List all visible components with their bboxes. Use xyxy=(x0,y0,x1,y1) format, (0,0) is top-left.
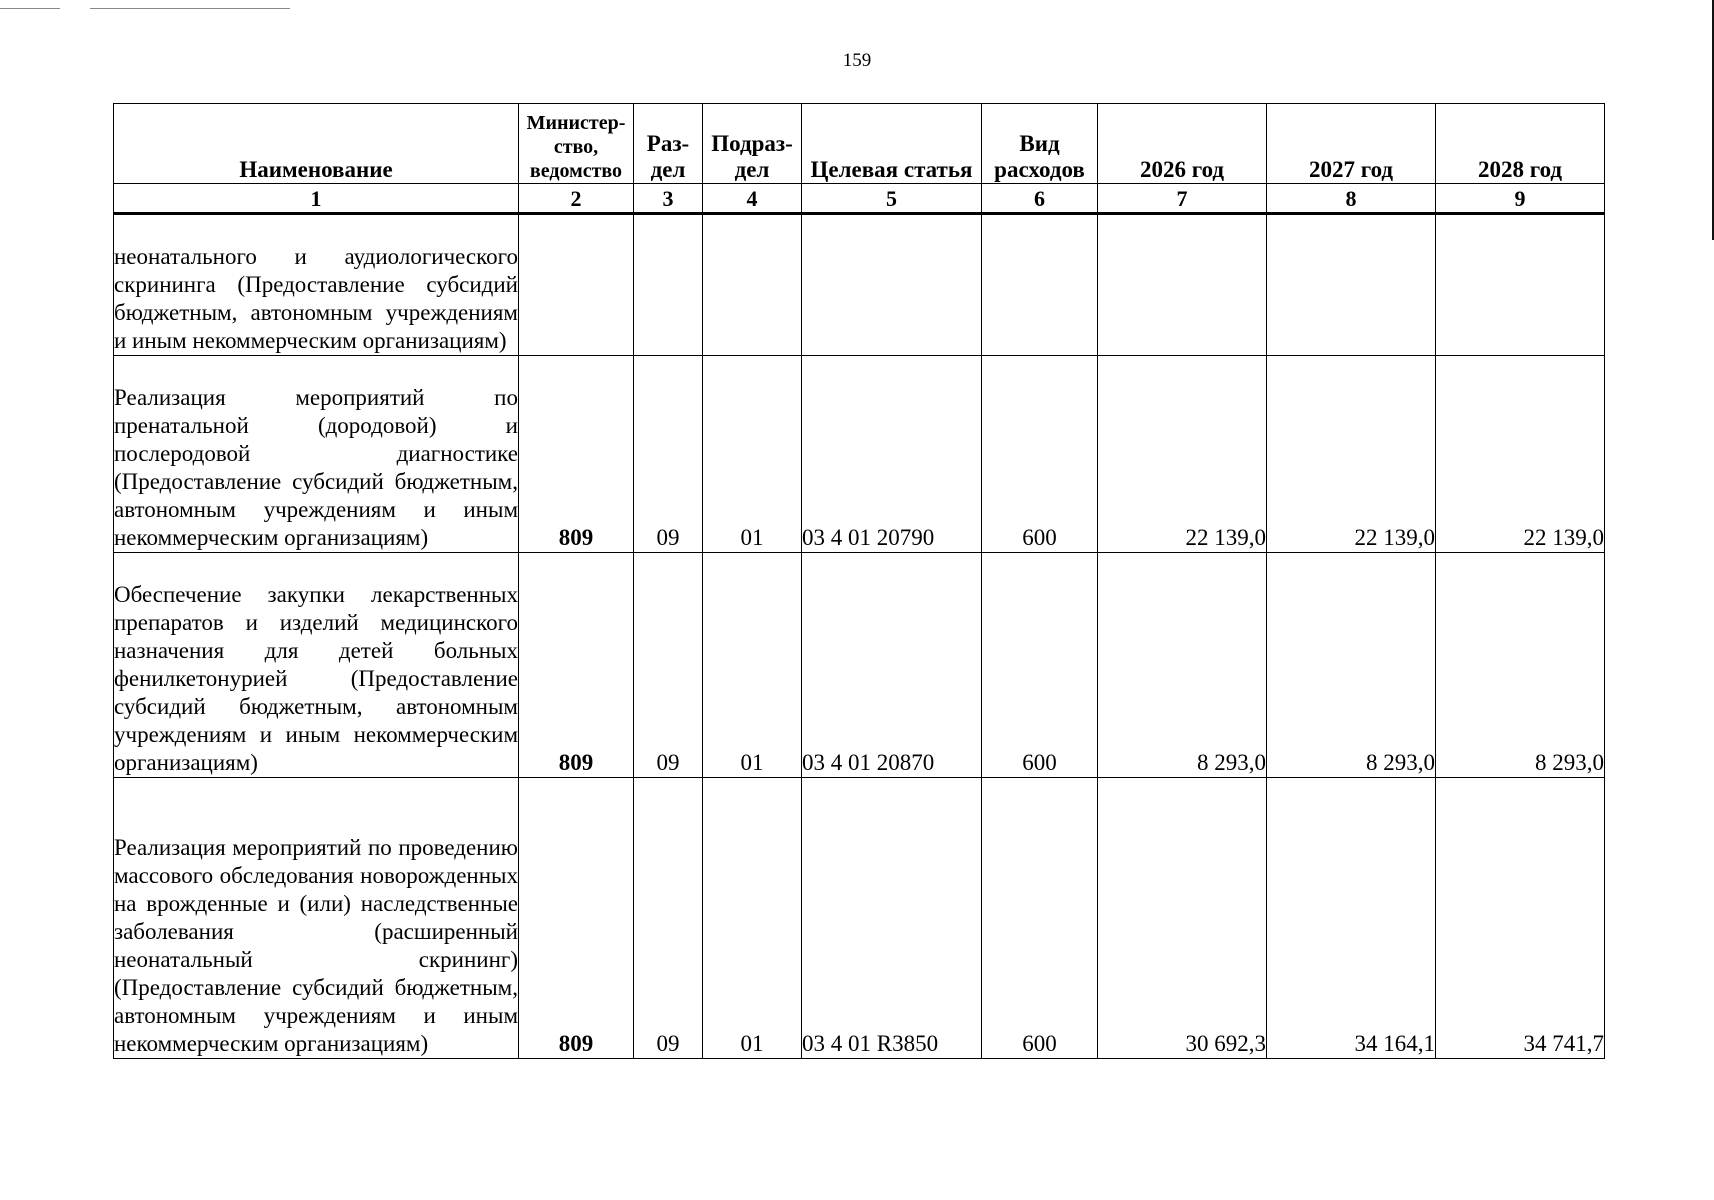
column-number: 3 xyxy=(634,184,703,214)
row-expense-type: 600 xyxy=(982,778,1098,1059)
row-target: 03 4 01 20790 xyxy=(802,356,982,553)
row-name: неонатального и аудиологического скрининга (Предоставление субсидий бюджетным, автономным учреждениям и иным некоммерческим организациям) xyxy=(114,214,519,356)
header-row xyxy=(114,104,1605,184)
row-2027: 8 293,0 xyxy=(1267,553,1436,778)
column-number-row xyxy=(114,184,1605,214)
header-section: Раз-дел xyxy=(634,104,703,184)
header-expense-type: Вид расходов xyxy=(982,104,1098,184)
header-2026: 2026 год xyxy=(1098,104,1267,184)
row-2027: 22 139,0 xyxy=(1267,356,1436,553)
row-ministry xyxy=(519,214,634,356)
row-subsection: 01 xyxy=(703,778,802,1059)
table-row xyxy=(114,553,1605,778)
header-2027: 2027 год xyxy=(1267,104,1436,184)
row-section: 09 xyxy=(634,778,703,1059)
row-name: Реализация мероприятий по пренатальной (дородовой) и послеродовой диагностике (Предоставление субсидий бюджетным, автономным учреждениям и иным некоммерческим организациям) xyxy=(114,356,519,553)
budget-table xyxy=(113,103,1605,1059)
row-2026: 30 692,3 xyxy=(1098,778,1267,1059)
row-target xyxy=(802,214,982,356)
row-section: 09 xyxy=(634,553,703,778)
row-section: 09 xyxy=(634,356,703,553)
row-2027: 34 164,1 xyxy=(1267,778,1436,1059)
row-ministry: 809 xyxy=(519,553,634,778)
row-section xyxy=(634,214,703,356)
row-2026: 8 293,0 xyxy=(1098,553,1267,778)
row-2026: 22 139,0 xyxy=(1098,356,1267,553)
row-name: Реализация мероприятий по проведению массового обследования новорожденных на врожденные и (или) наследственные заболевания (расширенный неонатальный скрининг) (Предоставление субсидий бюджетным, автономным учреждениям и иным некоммерческим организациям) xyxy=(114,778,519,1059)
row-ministry: 809 xyxy=(519,778,634,1059)
row-expense-type: 600 xyxy=(982,553,1098,778)
row-ministry: 809 xyxy=(519,356,634,553)
row-subsection: 01 xyxy=(703,356,802,553)
row-2026 xyxy=(1098,214,1267,356)
column-number: 7 xyxy=(1098,184,1267,214)
table-row xyxy=(114,214,1605,356)
header-name: Наименование xyxy=(114,104,519,184)
row-expense-type xyxy=(982,214,1098,356)
scan-mark xyxy=(90,8,290,9)
column-number: 1 xyxy=(114,184,519,214)
table-row xyxy=(114,778,1605,1059)
column-number: 2 xyxy=(519,184,634,214)
row-2028: 22 139,0 xyxy=(1436,356,1605,553)
row-expense-type: 600 xyxy=(982,356,1098,553)
row-target: 03 4 01 R3850 xyxy=(802,778,982,1059)
header-subsection: Подраз-дел xyxy=(703,104,802,184)
header-2028: 2028 год xyxy=(1436,104,1605,184)
row-name: Обеспечение закупки лекарственных препаратов и изделий медицинского назначения для детей больных фенилкетонурией (Предоставление субсидий бюджетным, автономным учреждениям и иным некоммерческим организациям) xyxy=(114,553,519,778)
column-number: 9 xyxy=(1436,184,1605,214)
header-target: Целевая статья xyxy=(802,104,982,184)
row-target: 03 4 01 20870 xyxy=(802,553,982,778)
column-number: 4 xyxy=(703,184,802,214)
column-number: 6 xyxy=(982,184,1098,214)
row-2028: 8 293,0 xyxy=(1436,553,1605,778)
row-subsection xyxy=(703,214,802,356)
table-row xyxy=(114,356,1605,553)
column-number: 8 xyxy=(1267,184,1436,214)
row-2028: 34 741,7 xyxy=(1436,778,1605,1059)
page-number: 159 xyxy=(842,50,872,71)
row-2027 xyxy=(1267,214,1436,356)
header-ministry: Министер-ство, ведомство xyxy=(519,104,634,184)
scan-mark xyxy=(0,8,60,9)
row-subsection: 01 xyxy=(703,553,802,778)
row-2028 xyxy=(1436,214,1605,356)
column-number: 5 xyxy=(802,184,982,214)
